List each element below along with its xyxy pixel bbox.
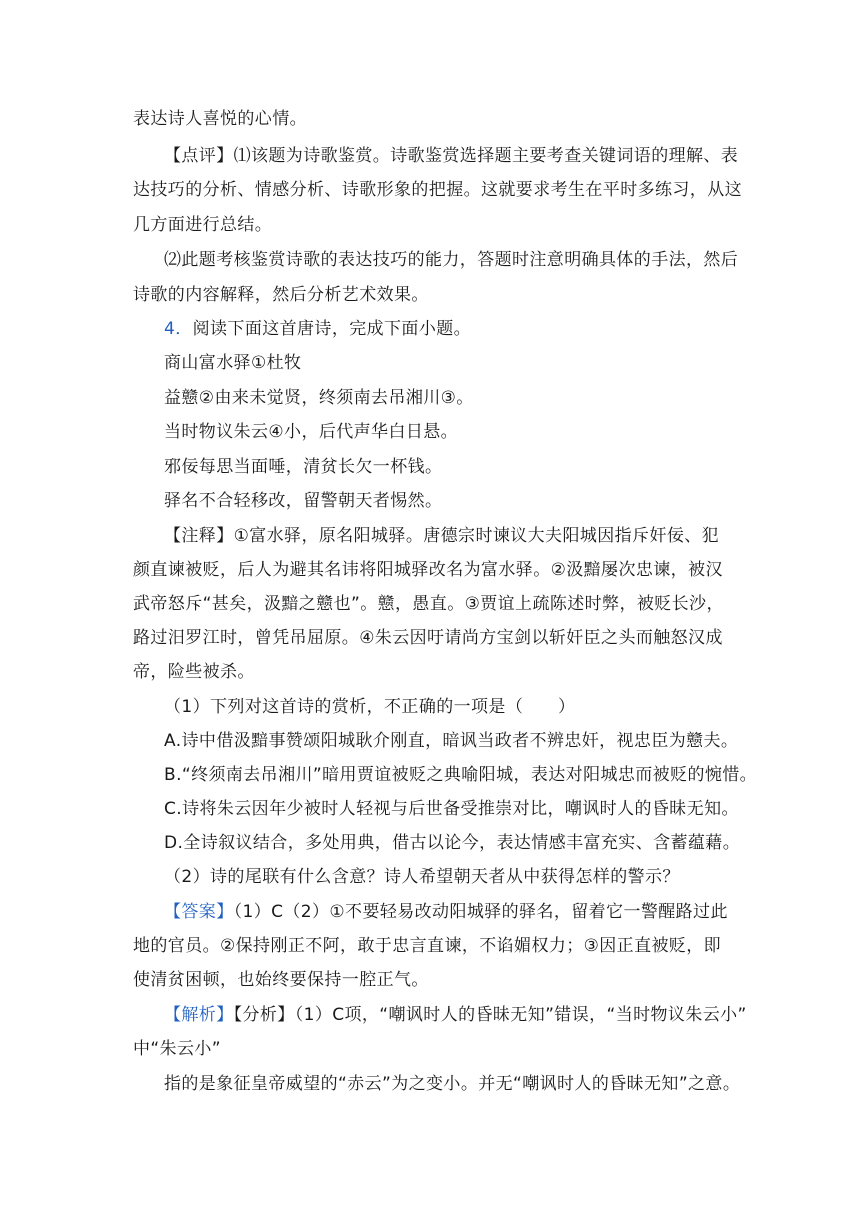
poem-title: 商山富水驿①杜牧: [164, 353, 302, 373]
text-line: 【点评】⑴该题为诗歌鉴赏。诗歌鉴赏选择题主要考查关键词语的理解、表: [164, 146, 739, 166]
analysis-line: 指的是象征皇帝威望的“赤云”为之变小。并无“嘲讽时人的昏昧无知”之意。: [164, 1074, 741, 1094]
option-b: B.“终须南去吊湘川”暗用贾谊被贬之典喻阳城，表达对阳城忠而被贬的惋惜。: [164, 765, 758, 785]
text-line: ⑵此题考核鉴赏诗歌的表达技巧的能力，答题时注意明确具体的手法，然后: [164, 250, 739, 270]
annotation-line: 颜直谏被贬，后人为避其名讳将阳城驿改名为富水驿。②汲黯屡次忠谏，被汉: [133, 560, 723, 580]
sub-question-1: （1）下列对这首诗的赏析，不正确的一项是（ ）: [164, 697, 576, 717]
annotation-line: 【注释】①富水驿，原名阳城驿。唐德宗时谏议大夫阳城因指斥奸佞、犯: [164, 526, 720, 546]
analysis-label: 【解析】: [164, 1005, 234, 1025]
analysis-line: 中“朱云小”: [133, 1039, 222, 1059]
text-line: 表达诗人喜悦的心情。: [133, 109, 307, 129]
option-c: C.诗将朱云因年少被时人轻视与后世备受推崇对比，嘲讽时人的昏昧无知。: [164, 799, 739, 819]
sub-question-2: （2）诗的尾联有什么含意？诗人希望朝天者从中获得怎样的警示？: [164, 867, 680, 887]
answer-text: （1）C（2）①不要轻易改动阳城驿的驿名，留着它一警醒路过此: [233, 902, 728, 922]
poem-line: 当时物议朱云④小，后代声华白日悬。: [164, 422, 459, 442]
answer-line: 使清贫困顿，也始终要保持一腔正气。: [133, 970, 429, 990]
text-line: 几方面进行总结。: [133, 215, 273, 235]
question-4-header: [164, 318, 471, 340]
poem-line: 邪佞每思当面唾，清贫长欠一杯钱。: [164, 457, 443, 477]
analysis-line: [164, 1004, 747, 1026]
text-line: 诗歌的内容解释，然后分析艺术效果。: [133, 285, 429, 305]
question-prompt: 阅读下面这首唐诗，完成下面小题。: [192, 319, 472, 339]
option-a: A.诗中借汲黯事赞颂阳城耿介刚直，暗讽当政者不辨忠奸，视忠臣为戆夫。: [164, 731, 739, 751]
annotation-line: 武帝怒斥“甚矣，汲黯之戆也”。戆，愚直。③贾谊上疏陈述时弊，被贬长沙，: [133, 594, 724, 614]
poem-line: 益戆②由来未觉贤，终须南去吊湘川③。: [164, 388, 474, 408]
answer-label: 【答案】: [164, 902, 234, 922]
poem-line: 驿名不合轻移改，留警朝天者惕然。: [164, 491, 443, 511]
annotation-line: 路过汨罗江时，曾凭吊屈原。④朱云因吁请尚方宝剑以斩奸臣之头而触怒汉成: [133, 628, 723, 648]
question-number: 4．: [164, 319, 193, 339]
answer-line: [164, 901, 728, 923]
option-d: D.全诗叙议结合，多处用典，借古以论今，表达情感丰富充实、含蓄蕴藉。: [164, 833, 741, 853]
answer-line: 地的官员。②保持刚正不阿，敢于忠言直谏，不谄媚权力；③因正直被贬，即: [133, 936, 722, 956]
text-line: 达技巧的分析、情感分析、诗歌形象的把握。这就要求考生在平时多练习，从这: [133, 180, 742, 200]
analysis-text: 【分析】（1）C项，“嘲讽时人的昏昧无知”错误，“当时物议朱云小”: [233, 1005, 747, 1025]
annotation-line: 帝，险些被杀。: [133, 662, 255, 682]
